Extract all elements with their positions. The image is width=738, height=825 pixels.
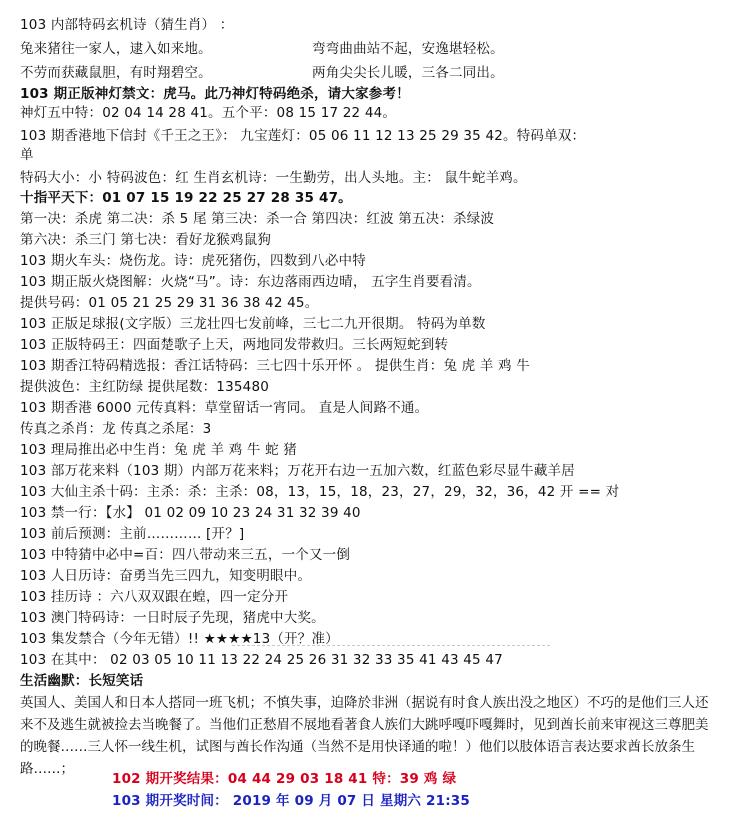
line-1: 103 内部特码玄机诗（猜生肖） ： xyxy=(20,17,234,33)
dashed-underline xyxy=(232,645,550,646)
line-5: 神灯五中特：02 04 14 28 41。五个平：08 15 17 22 44。 xyxy=(20,105,397,121)
line-23: 103 大仙主杀十码：主杀：杀：主杀：08，13，15，18，23，27，29，32，36，42 开 == 对 xyxy=(20,484,620,500)
line-15: 103 正版足球报(文字版）三龙壮四七发前峰，三七二九开很期。 特码为单数 xyxy=(20,316,486,332)
poem-left-2: 不劳而获藏鼠胆，有时翔碧空。 xyxy=(20,65,212,81)
line-21: 103 理局推出必中生肖：兔 虎 羊 鸡 牛 蛇 猪 xyxy=(20,442,298,458)
line-2 xyxy=(20,38,504,60)
line-26: 103 中特猜中必中=百：四八带动来三五，一个又一倒 xyxy=(20,547,351,563)
line-10: 第一决：杀虎 第二决：杀 5 尾 第三决：杀一合 第四决：红波 第五决：杀绿波 xyxy=(20,211,495,227)
line-14: 提供号码：01 05 21 25 29 31 36 38 42 45。 xyxy=(20,295,319,311)
line-9: 十指平天下：01 07 15 19 22 25 27 28 35 47。 xyxy=(20,190,352,206)
draw-result: 102 期开奖结果：04 44 29 03 18 41 特：39 鸡 绿 xyxy=(112,771,457,787)
line-25: 103 前后预测：主前………… [开？] xyxy=(20,526,245,542)
line-27: 103 人日历诗：奋勇当先三四九，知变明眼中。 xyxy=(20,568,312,584)
line-28: 103 挂历诗 ：六八双双跟在蝗，四一定分开 xyxy=(20,589,289,605)
line-7: 单 xyxy=(20,147,34,163)
joke-paragraph: 英国人、美国人和日本人搭同一班飞机；不慎失事，迫降於非洲（据说有时食人族出没之地区）不巧的是他们三人还来不及逃生就被捡去当晚餐了。当他们正愁眉不展地看著食人族们大跳呼嘎吓嘎舞时，见到酋长前来审视这三尊肥美的晚餐……三人怀一线生机，试图与酋长作沟通（当然不是用快译通的啦！）他们以肢体语言表达要求酋长放条生路……； xyxy=(20,695,709,777)
line-29: 103 澳门特码诗：一日时辰子先现，猪虎中大奖。 xyxy=(20,610,325,626)
line-8: 特码大小：小 特码波色：红 生肖玄机诗：一生勤劳，出人头地。主： 鼠牛蛇羊鸡。 xyxy=(20,170,527,186)
poem-left-1: 兔来猪往一家人，逮入如来地。 xyxy=(20,41,212,57)
line-24: 103 禁一行：【水】 01 02 09 10 23 24 31 32 39 40 xyxy=(20,505,361,521)
line-17: 103 期香江特码精选报：香江话特码：三七四十乐开怀 。 提供生肖：兔 虎 羊 鸡 牛 xyxy=(20,358,530,374)
line-3 xyxy=(20,62,504,84)
poem-right-1: 弯弯曲曲站不起，安逸堪轻松。 xyxy=(312,41,504,57)
line-18: 提供波色：主红防绿 提供尾数：135480 xyxy=(20,379,270,395)
line-31: 103 在其中： 02 03 05 10 11 13 22 24 25 26 31 32 33 35 41 43 45 47 xyxy=(20,652,503,668)
line-6: 103 期香港地下信封《千王之王》： 九宝莲灯：05 06 11 12 13 25 29 35 42。特码单双： xyxy=(20,128,586,144)
line-30: 103 集发禁合（今年无错）!! ★★★★13（开？准） xyxy=(20,631,339,647)
line-12: 103 期火车头：烧伤龙。诗：虎死猪伤，四数到八必中特 xyxy=(20,253,366,269)
line-16: 103 正版特码王：四面楚歌子上天，两地同发带救归。三长两短蛇到转 xyxy=(20,337,449,353)
line-4: 103 期正版神灯禁文：虎马。此乃神灯特码绝杀，请大家参考！ xyxy=(20,86,410,102)
line-32: 生活幽默：长短笑话 xyxy=(20,673,144,689)
line-20: 传真之杀肖：龙 传真之杀尾：3 xyxy=(20,421,212,437)
poem-right-2: 两角尖尖长儿暖，三各二同出。 xyxy=(312,65,504,81)
line-13: 103 期正版火烧图解：火烧“马”。诗：东边落雨西边晴， 五字生肖要看清。 xyxy=(20,274,481,290)
line-11: 第六决：杀三门 第七决：看好龙猴鸡鼠狗 xyxy=(20,232,272,248)
line-22: 103 部万花来料（103 期）内部万花来料；万花开右边一五加六数，红蓝色彩尽显牛藏羊居 xyxy=(20,463,575,479)
next-draw-time: 103 期开奖时间： 2019 年 09 月 07 日 星期六 21:35 xyxy=(112,793,470,809)
line-19: 103 期香港 6000 元传真料：草堂留话一宵同。 直是人间路不通。 xyxy=(20,400,429,416)
